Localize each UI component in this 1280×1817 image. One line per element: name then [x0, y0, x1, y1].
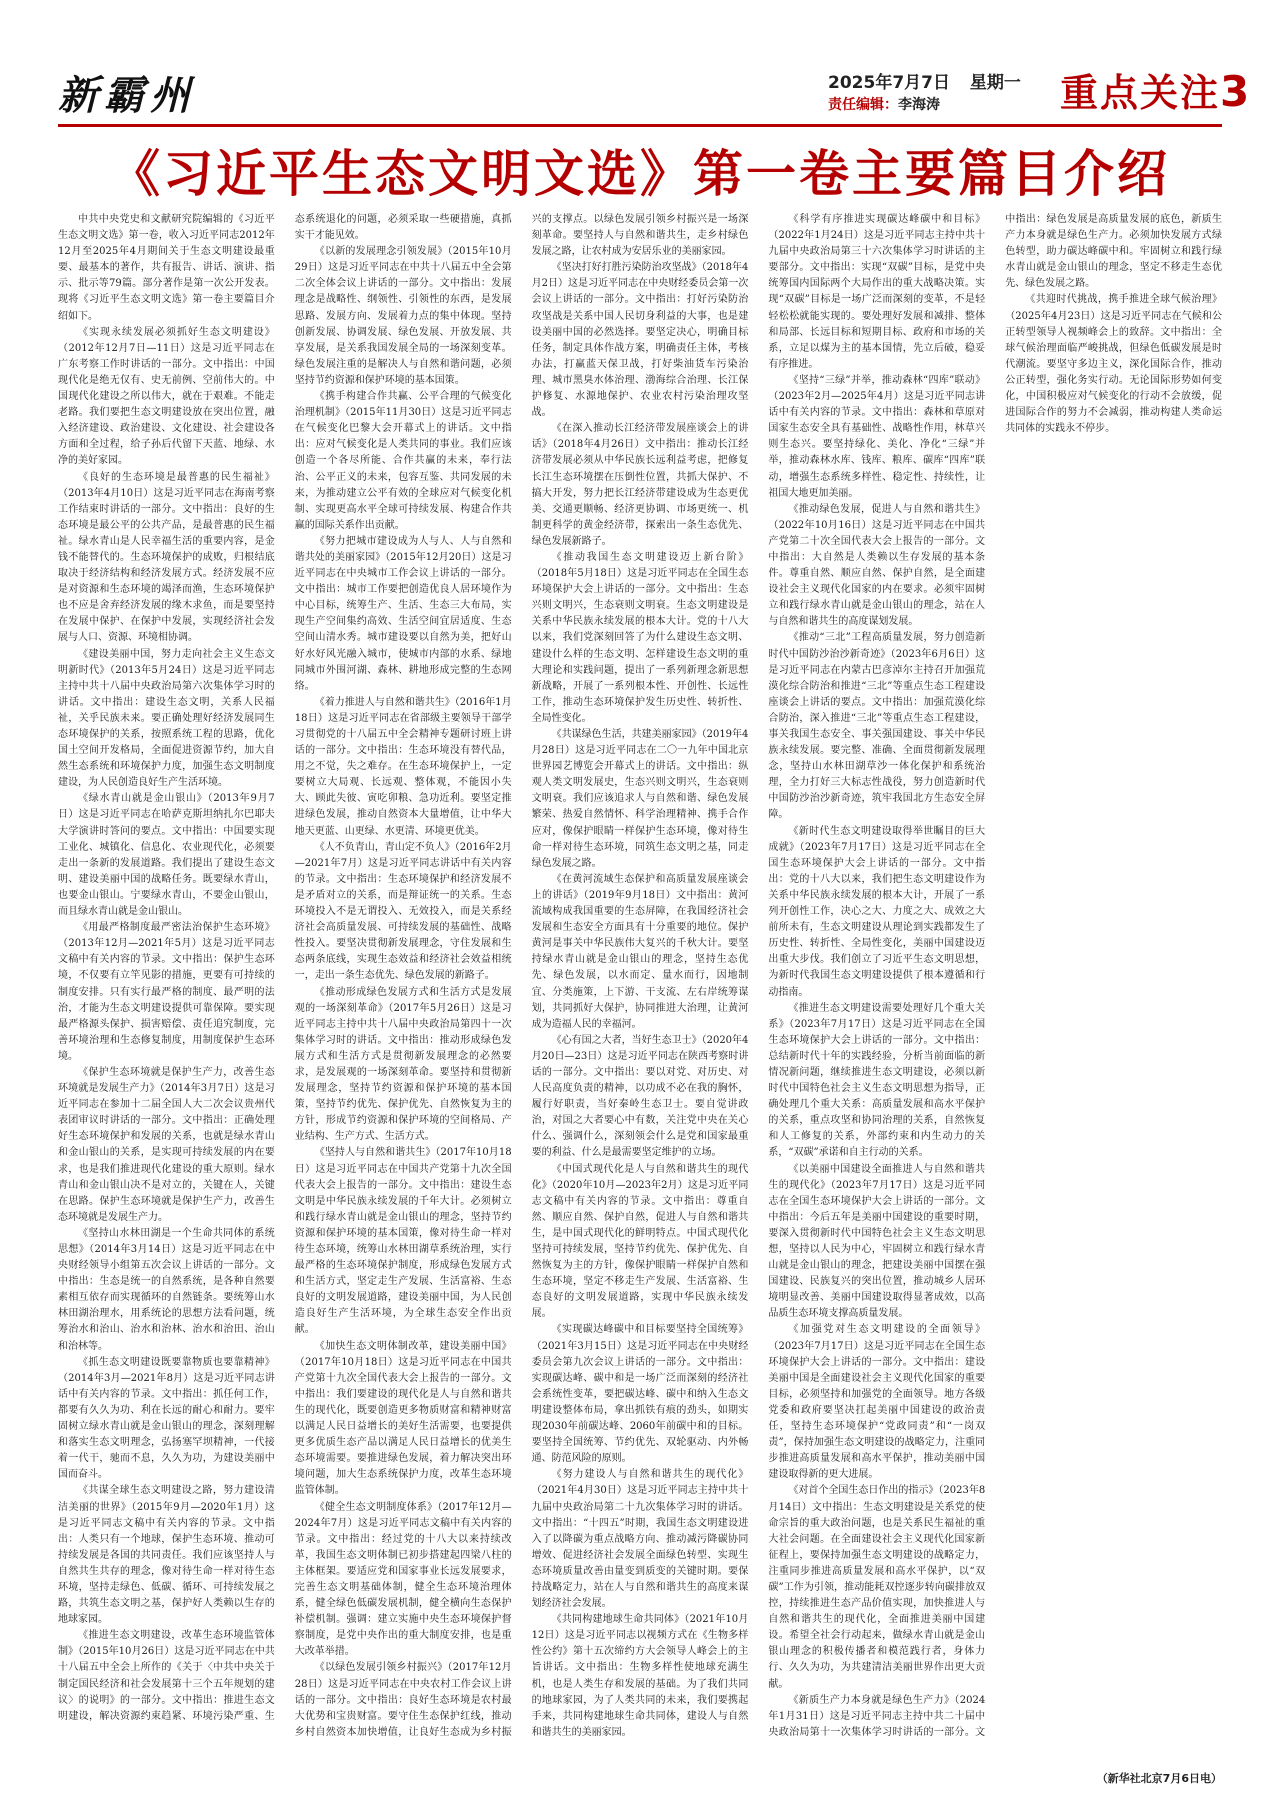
section-heading [1060, 62, 1251, 117]
issue-date: 2025年7月7日 [828, 73, 950, 93]
article-paragraph: 《良好的生态环境是最普惠的民生福祉》（2013年4月10日）这是习近平同志在海南考察工作结束时讲话的一部分。文中指出：良好的生态环境是最公平的公共产品，是最普惠的民生福祉。绿水青山是人民幸福生活的重要内容，是金钱不能替代的。生态环境保护的成败，归根结底取决于经济结构和经济发展方式。经济发展不应是对资源和生态环境的竭泽而渔，生态环境保护也不应是舍弃经济发展的缘木求鱼，而是要坚持在发展中保护、在保护中发展，实现经济社会发展与人口、资源、环境相协调。 [58, 471, 275, 644]
article-paragraph: 《健全生态文明制度体系》（2017年12月—2024年7月）这是习近平同志文稿中有关内容的节录。文中指出：经过党的十八大以来持续改革，我国生态文明体制已初步搭建起四梁八柱的主体框架。要适应党和国家事业长远发展要求，完善生态文明基础体制，健全生态环境治理体系，健全绿色低碳发展机制，健全横向生态保护补偿机制。强调：建立实施中央生态环境保护督察制度，是党中央作出的重大制度安排，也是重大改革举措。 [294, 1501, 512, 1658]
article-paragraph: 《人不负青山，青山定不负人》（2016年2月—2021年7月）这是习近平同志讲话中有关内容的节录。文中指出：生态环境保护和经济发展不是矛盾对立的关系，而是辩证统一的关系。生态环境投入不是无谓投入、无效投入，而是关系经济社会高质量发展、可持续发展的基础性、战略性投入。要坚决贯彻新发展理念，守住发展和生态两条底线，实现生态效益和经济社会效益相统一，走出一条生态优先、绿色发展的新路子。 [294, 841, 512, 982]
article-paragraph: 《新质生产力本身就是绿色生产力》（2024年1月31日）这是习近平同志主持中共二十届中央政治局第十一次集体学习时讲话的一部分。文中指出：绿色发展是高质量发展的底色，新质生产力本身就是绿色生产力。必须加快发展方式绿色转型，助力碳达峰碳中和。牢固树立和践行绿水青山就是金山银山的理念，坚定不移走生态优先、绿色发展之路。 [768, 214, 1222, 1738]
article-paragraph: 《共同构建地球生命共同体》（2021年10月12日）这是习近平同志以视频方式在《生物多样性公约》第十五次缔约方大会领导人峰会上的主旨讲话。文中指出：生物多样性使地球充满生机，也是人类生存和发展的基础。为了我们共同的地球家园，为了人类共同的未来，我们要携起手来，共同构建地球生命共同体，建设人与自然和谐共生的美丽家园。 [531, 1614, 749, 1738]
article-paragraph: 《坚持人与自然和谐共生》（2017年10月18日）这是习近平同志在中国共产党第十九次全国代表大会上报告的一部分。文中指出：建设生态文明是中华民族永续发展的千年大计。必须树立和践行绿水青山就是金山银山的理念，坚持节约资源和保护环境的基本国策，像对待生命一样对待生态环境，统筹山水林田湖草系统治理，实行最严格的生态环境保护制度，形成绿色发展方式和生活方式，坚定走生产发展、生活富裕、生态良好的文明发展道路，建设美丽中国，为人民创造良好生产生活环境，为全球生态安全作出贡献。 [294, 1147, 512, 1336]
article-paragraph: 《共谋全球生态文明建设之路，努力建设清洁美丽的世界》（2015年9月—2020年1月）这是习近平同志文稿中有关内容的节录。文中指出：人类只有一个地球，保护生态环境、推动可持续发展是各国的共同责任。我们应该坚持人与自然共生共存的理念，像对待生命一样对待生态环境，坚持走绿色、低碳、循环、可持续发展之路，共筑生态文明之基，保护好人类赖以生存的地球家园。 [58, 1485, 275, 1626]
article-paragraph: 《着力推进人与自然和谐共生》（2016年1月18日）这是习近平同志在省部级主要领导干部学习贯彻党的十八届五中全会精神专题研讨班上讲话的一部分。文中指出：生态环境没有替代品，用之不觉，失之难存。在生态环境保护上，一定要树立大局观、长远观、整体观，不能因小失大、顾此失彼、寅吃卯粮、急功近利。要坚定推进绿色发展，推动自然资本大量增值，让中华大地天更蓝、山更绿、水更清、环境更优美。 [294, 696, 512, 837]
editor-label: 责任编辑： [828, 97, 898, 113]
article-paragraph: 《推进生态文明建设需要处理好几个重大关系》（2023年7月17日）这是习近平同志在全国生态环境保护大会上讲话的一部分。文中指出：总结新时代十年的实践经验，分析当前面临的新情况新问题，继续推进生态文明建设，必须以新时代中国特色社会主义生态文明思想为指导，正确处理几个重大关系：高质量发展和高水平保护的关系，重点攻坚和协同治理的关系，自然恢复和人工修复的关系，外部约束和内生动力的关系，“双碳”承诺和自主行动的关系。 [768, 1002, 986, 1159]
article-paragraph: 《建设美丽中国，努力走向社会主义生态文明新时代》（2013年5月24日）这是习近平同志主持中共十八届中央政治局第六次集体学习时的讲话。文中指出：建设生态文明，关系人民福祉，关乎民族未来。要正确处理好经济发展同生态环境保护的关系，按照系统工程的思路，优化国土空间开发格局，全面促进资源节约，加大自然生态系统和环境保护力度，加强生态文明制度建设，为人民创造良好生产生活环境。 [58, 648, 275, 789]
article-paragraph: 《推动“三北”工程高质量发展，努力创造新时代中国防沙治沙新奇迹》（2023年6月6日）这是习近平同志在内蒙古巴彦淖尔主持召开加强荒漠化综合防治和推进“三北”等重点生态工程建设座谈会上讲话的要点。文中指出：加强荒漠化综合防治，深入推进“三北”等重点生态工程建设，事关我国生态安全、事关强国建设、事关中华民族永续发展。要完整、准确、全面贯彻新发展理念，坚持山水林田湖草沙一体化保护和系统治理，全力打好三大标志性战役，努力创造新时代中国防沙治沙新奇迹，筑牢我国北方生态安全屏障。 [768, 632, 986, 821]
article-paragraph: 《绿水青山就是金山银山》（2013年9月7日）这是习近平同志在哈萨克斯坦纳扎尔巴耶夫大学演讲时答问的要点。文中指出：中国要实现工业化、城镇化、信息化、农业现代化，必须要走出一条新的发展道路。我们提出了建设生态文明、建设美丽中国的战略任务。既要绿水青山，也要金山银山。宁要绿水青山，不要金山银山，而且绿水青山就是金山银山。 [58, 793, 275, 918]
article-paragraph: 《对首个全国生态日作出的指示》（2023年8月14日）文中指出：生态文明建设是关系党的使命宗旨的重大政治问题，也是关系民生福祉的重大社会问题。在全面建设社会主义现代化国家新征程上，要保持加强生态文明建设的战略定力，注重同步推进高质量发展和高水平保护，以“双碳”工作为引领，推动能耗双控逐步转向碳排放双控，持续推进生态产品价值实现，加快推进人与自然和谐共生的现代化，全面推进美丽中国建设。希望全社会行动起来，做绿水青山就是金山银山理念的积极传播者和模范践行者，身体力行、久久为功，为共建清洁美丽世界作出更大贡献。 [768, 1485, 986, 1690]
article-paragraph: 《以新的发展理念引领发展》（2015年10月29日）这是习近平同志在中共十八届五中全会第二次全体会议上讲话的一部分。文中指出：发展理念是战略性、纲领性、引领性的东西，是发展思路、发展方向、发展着力点的集中体现。坚持创新发展、协调发展、绿色发展、开放发展、共享发展，是关系我国发展全局的一场深刻变革。绿色发展注重的是解决人与自然和谐问题，必须坚持节约资源和保护环境的基本国策。 [294, 246, 512, 386]
article-paragraph: 《共谋绿色生活，共建美丽家园》（2019年4月28日）这是习近平同志在二〇一九年中国北京世界园艺博览会开幕式上的讲话。文中指出：纵观人类文明发展史，生态兴则文明兴，生态衰则文明衰。我们应该追求人与自然和谐、绿色发展繁荣、热爱自然情怀、科学治理精神、携手合作应对，像保护眼睛一样保护生态环境，像对待生命一样对待生态环境，同筑生态文明之基，同走绿色发展之路。 [531, 729, 749, 869]
article-paragraph: 《以绿色发展引领乡村振兴》（2017年12月28日）这是习近平同志在中央农村工作会议上讲话的一部分。文中指出：良好生态环境是农村最大优势和宝贵财富。要守住生态保护红线，推动乡村自然资本加快增值，让良好生态成为乡村振兴的支撑点。以绿色发展引领乡村振兴是一场深刻革命。要坚持人与自然和谐共生，走乡村绿色发展之路，让农村成为安居乐业的美丽家园。 [294, 214, 749, 1738]
article-paragraph: 《在黄河流域生态保护和高质量发展座谈会上的讲话》（2019年9月18日）文中指出：黄河流域构成我国重要的生态屏障，在我国经济社会发展和生态安全方面具有十分重要的地位。保护黄河是事关中华民族伟大复兴的千秋大计。要坚持绿水青山就是金山银山的理念，坚持生态优先、绿色发展，以水而定、量水而行，因地制宜、分类施策，上下游、干支流、左右岸统筹谋划，共同抓好大保护，协同推进大治理，让黄河成为造福人民的幸福河。 [531, 873, 749, 1030]
article-paragraph: 《心有国之大者，当好生态卫士》（2020年4月20日—23日）这是习近平同志在陕西考察时讲话的一部分。文中指出：要以对党、对历史、对人民高度负责的精神，以功成不必在我的胸怀，履行好职责，当好秦岭生态卫士。要自觉讲政治，对国之大者要心中有数，关注党中央在关心什么、强调什么，深刻领会什么是党和国家最重要的利益、什么是最需要坚定维护的立场。 [531, 1034, 749, 1159]
article-paragraph: 《加快生态文明体制改革，建设美丽中国》（2017年10月18日）这是习近平同志在中国共产党第十九次全国代表大会上报告的一部分。文中指出：我们要建设的现代化是人与自然和谐共生的现代化，既要创造更多物质财富和精神财富以满足人民日益增长的美好生活需要，也要提供更多优质生态产品以满足人民日益增长的优美生态环境需要。要推进绿色发展，着力解决突出环境问题，加大生态系统保护力度，改革生态环境监管体制。 [294, 1340, 512, 1497]
article-paragraph: 《推动绿色发展，促进人与自然和谐共生》（2022年10月16日）这是习近平同志在中国共产党第二十次全国代表大会上报告的一部分。文中指出：大自然是人类赖以生存发展的基本条件。尊重自然、顺应自然、保护自然，是全面建设社会主义现代化国家的内在要求。必须牢固树立和践行绿水青山就是金山银山的理念，站在人与自然和谐共生的高度谋划发展。 [768, 503, 986, 628]
section-title: 重点关注 [1060, 71, 1221, 115]
article-paragraph: 《坚决打好打胜污染防治攻坚战》（2018年4月2日）这是习近平同志在中央财经委员会第一次会议上讲话的一部分。文中指出：打好污染防治攻坚战是关系中国人民切身利益的大事，也是建设美丽中国的必然选择。要坚定决心，明确目标任务，制定具体作战方案，明确责任主体，考核办法，打赢蓝天保卫战，打好柴油货车污染治理、城市黑臭水体治理、渤海综合治理、长江保护修复、水源地保护、农业农村污染治理攻坚战。 [531, 262, 749, 419]
dateline [828, 68, 1035, 93]
article-paragraph: 《推动我国生态文明建设迈上新台阶》（2018年5月18日）这是习近平同志在全国生态环境保护大会上讲话的一部分。文中指出：生态兴则文明兴，生态衰则文明衰。生态文明建设是关系中华民族永续发展的根本大计。党的十八大以来，我们党深刻回答了为什么建设生态文明、建设什么样的生态文明、怎样建设生态文明的重大理论和实践问题，提出了一系列新理念新思想新战略，开展了一系列根本性、开创性、长远性工作，推动生态环境保护发生历史性、转折性、全局性变化。 [531, 551, 749, 724]
article-paragraph: 《保护生态环境就是保护生产力，改善生态环境就是发展生产力》（2014年3月7日）这是习近平同志在参加十二届全国人大二次会议贵州代表团审议时讲话的一部分。文中指出：正确处理好生态环境保护和发展的关系，也就是绿水青山和金山银山的关系，是实现可持续发展的内在要求，也是我们推进现代化建设的重大原则。绿水青山和金山银山决不是对立的，关键在人，关键在思路。保护生态环境就是保护生产力，改善生态环境就是发展生产力。 [58, 1066, 275, 1223]
article-paragraph: 《加强党对生态文明建设的全面领导》（2023年7月17日）这是习近平同志在全国生态环境保护大会上讲话的一部分。文中指出：建设美丽中国是全面建设社会主义现代化国家的重要目标，必须坚持和加强党的全面领导。地方各级党委和政府要坚决扛起美丽中国建设的政治责任，坚持生态环境保护“党政同责”和“一岗双责”，保持加强生态文明建设的战略定力，注重同步推进高质量发展和高水平保护，推动美丽中国建设取得新的更大进展。 [768, 1324, 986, 1481]
article-paragraph: 《新时代生态文明建设取得举世瞩目的巨大成就》（2023年7月17日）这是习近平同志在全国生态环境保护大会上讲话的一部分。文中指出：党的十八大以来，我们把生态文明建设作为关系中华民族永续发展的根本大计，开展了一系列开创性工作，决心之大、力度之大、成效之大前所未有，生态文明建设从理论到实践都发生了历史性、转折性、全局性变化，美丽中国建设迈出重大步伐。我们创立了习近平生态文明思想，为新时代我国生态文明建设提供了根本遵循和行动指南。 [768, 825, 986, 998]
article-body [58, 212, 1222, 1752]
article-paragraph: 《在深入推动长江经济带发展座谈会上的讲话》（2018年4月26日）文中指出：推动长江经济带发展必须从中华民族长远利益考虑，把修复长江生态环境摆在压倒性位置，共抓大保护、不搞大开发，努力把长江经济带建设成为生态更优美、交通更顺畅、经济更协调、市场更统一、机制更科学的黄金经济带，探索出一条生态优先、绿色发展新路子。 [531, 423, 749, 547]
article-paragraph: 《坚持“三绿”并举，推动森林“四库”联动》（2023年2月—2025年4月）这是习近平同志讲话中有关内容的节录。文中指出：森林和草原对国家生态安全具有基础性、战略性作用，林草兴则生态兴。要坚持绿化、美化、净化“三绿”并举，推动森林水库、钱库、粮库、碳库“四库”联动，增强生态系统多样性、稳定性、持续性，让祖国大地更加美丽。 [768, 374, 986, 499]
article-paragraph: 《推进生态文明建设，改革生态环境监管体制》（2015年10月26日）这是习近平同志在中共十八届五中全会上所作的《关于〈中共中央关于制定国民经济和社会发展第十三个五年规划的建议〉的说明》的一部分。文中指出：推进生态文明建设，解决资源约束趋紧、环境污染严重、生态系统退化的问题，必须采取一些硬措施，真抓实干才能见效。 [58, 214, 512, 1722]
article-paragraph: 《中国式现代化是人与自然和谐共生的现代化》（2020年10月—2023年2月）这是习近平同志文稿中有关内容的节录。文中指出：尊重自然、顺应自然、保护自然，促进人与自然和谐共生，是中国式现代化的鲜明特点。中国式现代化坚持可持续发展，坚持节约优先、保护优先、自然恢复为主的方针，像保护眼睛一样保护自然和生态环境，坚定不移走生产发展、生活富裕、生态良好的文明发展道路，实现中华民族永续发展。 [531, 1163, 749, 1320]
editor-name: 李海涛 [898, 97, 940, 113]
article-headline: 《习近平生态文明文选》第一卷主要篇目介绍 [110, 145, 1170, 203]
article-paragraph: 《推动形成绿色发展方式和生活方式是发展观的一场深刻革命》（2017年5月26日）这是习近平同志主持中共十八届中央政治局第四十一次集体学习时的讲话。文中指出：推动形成绿色发展方式和生活方式是贯彻新发展理念的必然要求，是发展观的一场深刻革命。要坚持和贯彻新发展理念，坚持节约资源和保护环境的基本国策，坚持节约优先、保护优先、自然恢复为主的方针，形成节约资源和保护环境的空间格局、产业结构、生产方式、生活方式。 [294, 986, 512, 1143]
article-paragraph: 中共中央党史和文献研究院编辑的《习近平生态文明文选》第一卷，收入习近平同志2012年12月至2025年4月期间关于生态文明建设最重要、最基本的著作，共有报告、讲话、演讲、指示、批示等79篇。部分著作是第一次公开发表。现将《习近平生态文明文选》第一卷主要篇目介绍如下。 [58, 214, 275, 322]
article-paragraph: 《实现碳达峰碳中和目标要坚持全国统筹》（2021年3月15日）这是习近平同志在中央财经委员会第九次会议上讲话的一部分。文中指出：实现碳达峰、碳中和是一场广泛而深刻的经济社会系统性变革，要把碳达峰、碳中和纳入生态文明建设整体布局，拿出抓铁有痕的劲头，如期实现2030年前碳达峰、2060年前碳中和的目标。要坚持全国统筹、节约优先、双轮驱动、内外畅通、防范风险的原则。 [531, 1324, 749, 1465]
article-paragraph: 《努力把城市建设成为人与人、人与自然和谐共处的美丽家园》（2015年12月20日）这是习近平同志在中央城市工作会议上讲话的一部分。文中指出：城市工作要把创造优良人居环境作为中心目标，统筹生产、生活、生态三大布局，实现生产空间集约高效、生活空间宜居适度、生态空间山清水秀。城市建设要以自然为美，把好山好水好风光融入城市，使城市内部的水系、绿地同城市外围河湖、森林、耕地形成完整的生态网络。 [294, 535, 512, 692]
article-paragraph: 《抓生态文明建设既要靠物质也要靠精神》（2014年3月—2021年8月）这是习近平同志讲话中有关内容的节录。文中指出：抓任何工作，都要有久久为功、利在长远的耐心和耐力。要牢固树立绿水青山就是金山银山的理念，深刻理解和落实生态文明理念，弘扬塞罕坝精神，一代接着一代干，驰而不息，久久为功，为建设美丽中国而奋斗。 [58, 1356, 275, 1481]
masthead [58, 62, 1252, 119]
issue-weekday: 星期一 [969, 73, 1021, 93]
masthead-divider [58, 124, 1222, 127]
article-paragraph: 《携手构建合作共赢、公平合理的气候变化治理机制》（2015年11月30日）这是习近平同志在气候变化巴黎大会开幕式上的讲话。文中指出：应对气候变化是人类共同的事业。我们应该创造一个各尽所能、合作共赢的未来，奉行法治、公平正义的未来，包容互鉴、共同发展的未来，为推动建立公平有效的全球应对气候变化机制、实现更高水平全球可持续发展、构建合作共赢的国际关系作出贡献。 [294, 391, 512, 531]
news-agency-credit: （新华社北京7月6日电） [1096, 1772, 1222, 1785]
page-number: 3 [1220, 67, 1252, 116]
article-paragraph: 《实现永续发展必须抓好生态文明建设》（2012年12月7日—11日）这是习近平同志在广东考察工作时讲话的一部分。文中指出：中国现代化是绝无仅有、史无前例、空前伟大的。中国现代化建设之所以伟大，就在于艰难。不能走老路。我们要把生态文明建设放在突出位置，融入经济建设、政治建设、文化建设、社会建设各方面和全过程，给子孙后代留下天蓝、地绿、水净的美好家园。 [58, 326, 275, 467]
editor-credit [828, 94, 940, 114]
article-paragraph: 《努力建设人与自然和谐共生的现代化》（2021年4月30日）这是习近平同志主持中共十九届中央政治局第二十九次集体学习时的讲话。文中指出：“十四五”时期，我国生态文明建设进入了以降碳为重点战略方向、推动减污降碳协同增效、促进经济社会发展全面绿色转型、实现生态环境质量改善由量变到质变的关键时期。要保持战略定力，站在人与自然和谐共生的高度来谋划经济社会发展。 [531, 1469, 749, 1610]
article-paragraph: 《共迎时代挑战，携手推进全球气候治理》（2025年4月23日）这是习近平同志在气候和公正转型领导人视频峰会上的致辞。文中指出：全球气候治理面临严峻挑战，但绿色低碳发展是时代潮流。要坚守多边主义，深化国际合作，推动公正转型，强化务实行动。无论国际形势如何变化，中国积极应对气候变化的行动不会放缓，促进国际合作的努力不会减弱，推动构建人类命运共同体的实践永不停步。 [1005, 294, 1222, 435]
newspaper-brand: 新霸州 [58, 72, 196, 119]
article-paragraph: 《用最严格制度最严密法治保护生态环境》（2013年12月—2021年5月）这是习近平同志文稿中有关内容的节录。文中指出：保护生态环境，不仅要有立竿见影的措施，更要有可持续的制度安排。只有实行最严格的制度、最严明的法治，才能为生态文明建设提供可靠保障。要实现最严格源头保护、损害赔偿、责任追究制度，完善环境治理和生态修复制度，用制度保护生态环境。 [58, 922, 275, 1062]
article-paragraph: 《坚持山水林田湖是一个生命共同体的系统思想》（2014年3月14日）这是习近平同志在中央财经领导小组第五次会议上讲话的一部分。文中指出：生态是统一的自然系统，是各种自然要素相互依存而实现循环的自然链条。要统筹山水林田湖治理水，用系统论的思想方法看问题，统筹治水和治山、治水和治林、治水和治田、治山和治林等。 [58, 1227, 275, 1352]
article-paragraph: 《以美丽中国建设全面推进人与自然和谐共生的现代化》（2023年7月17日）这是习近平同志在全国生态环境保护大会上讲话的一部分。文中指出：今后五年是美丽中国建设的重要时期，要深入贯彻新时代中国特色社会主义生态文明思想，坚持以人民为中心，牢固树立和践行绿水青山就是金山银山的理念，把建设美丽中国摆在强国建设、民族复兴的突出位置，推动城乡人居环境明显改善、美丽中国建设取得显著成效，以高品质生态环境支撑高质量发展。 [768, 1163, 986, 1320]
article-paragraph: 《科学有序推进实现碳达峰碳中和目标》（2022年1月24日）这是习近平同志主持中共十九届中央政治局第三十六次集体学习时讲话的主要部分。文中指出：实现“双碳”目标，是党中央统筹国内国际两个大局作出的重大战略决策。实现“双碳”目标是一场广泛而深刻的变革，不是轻轻松松就能实现的。要处理好发展和减排、整体和局部、长远目标和短期目标、政府和市场的关系，立足以煤为主的基本国情，先立后破，稳妥有序推进。 [768, 214, 986, 370]
